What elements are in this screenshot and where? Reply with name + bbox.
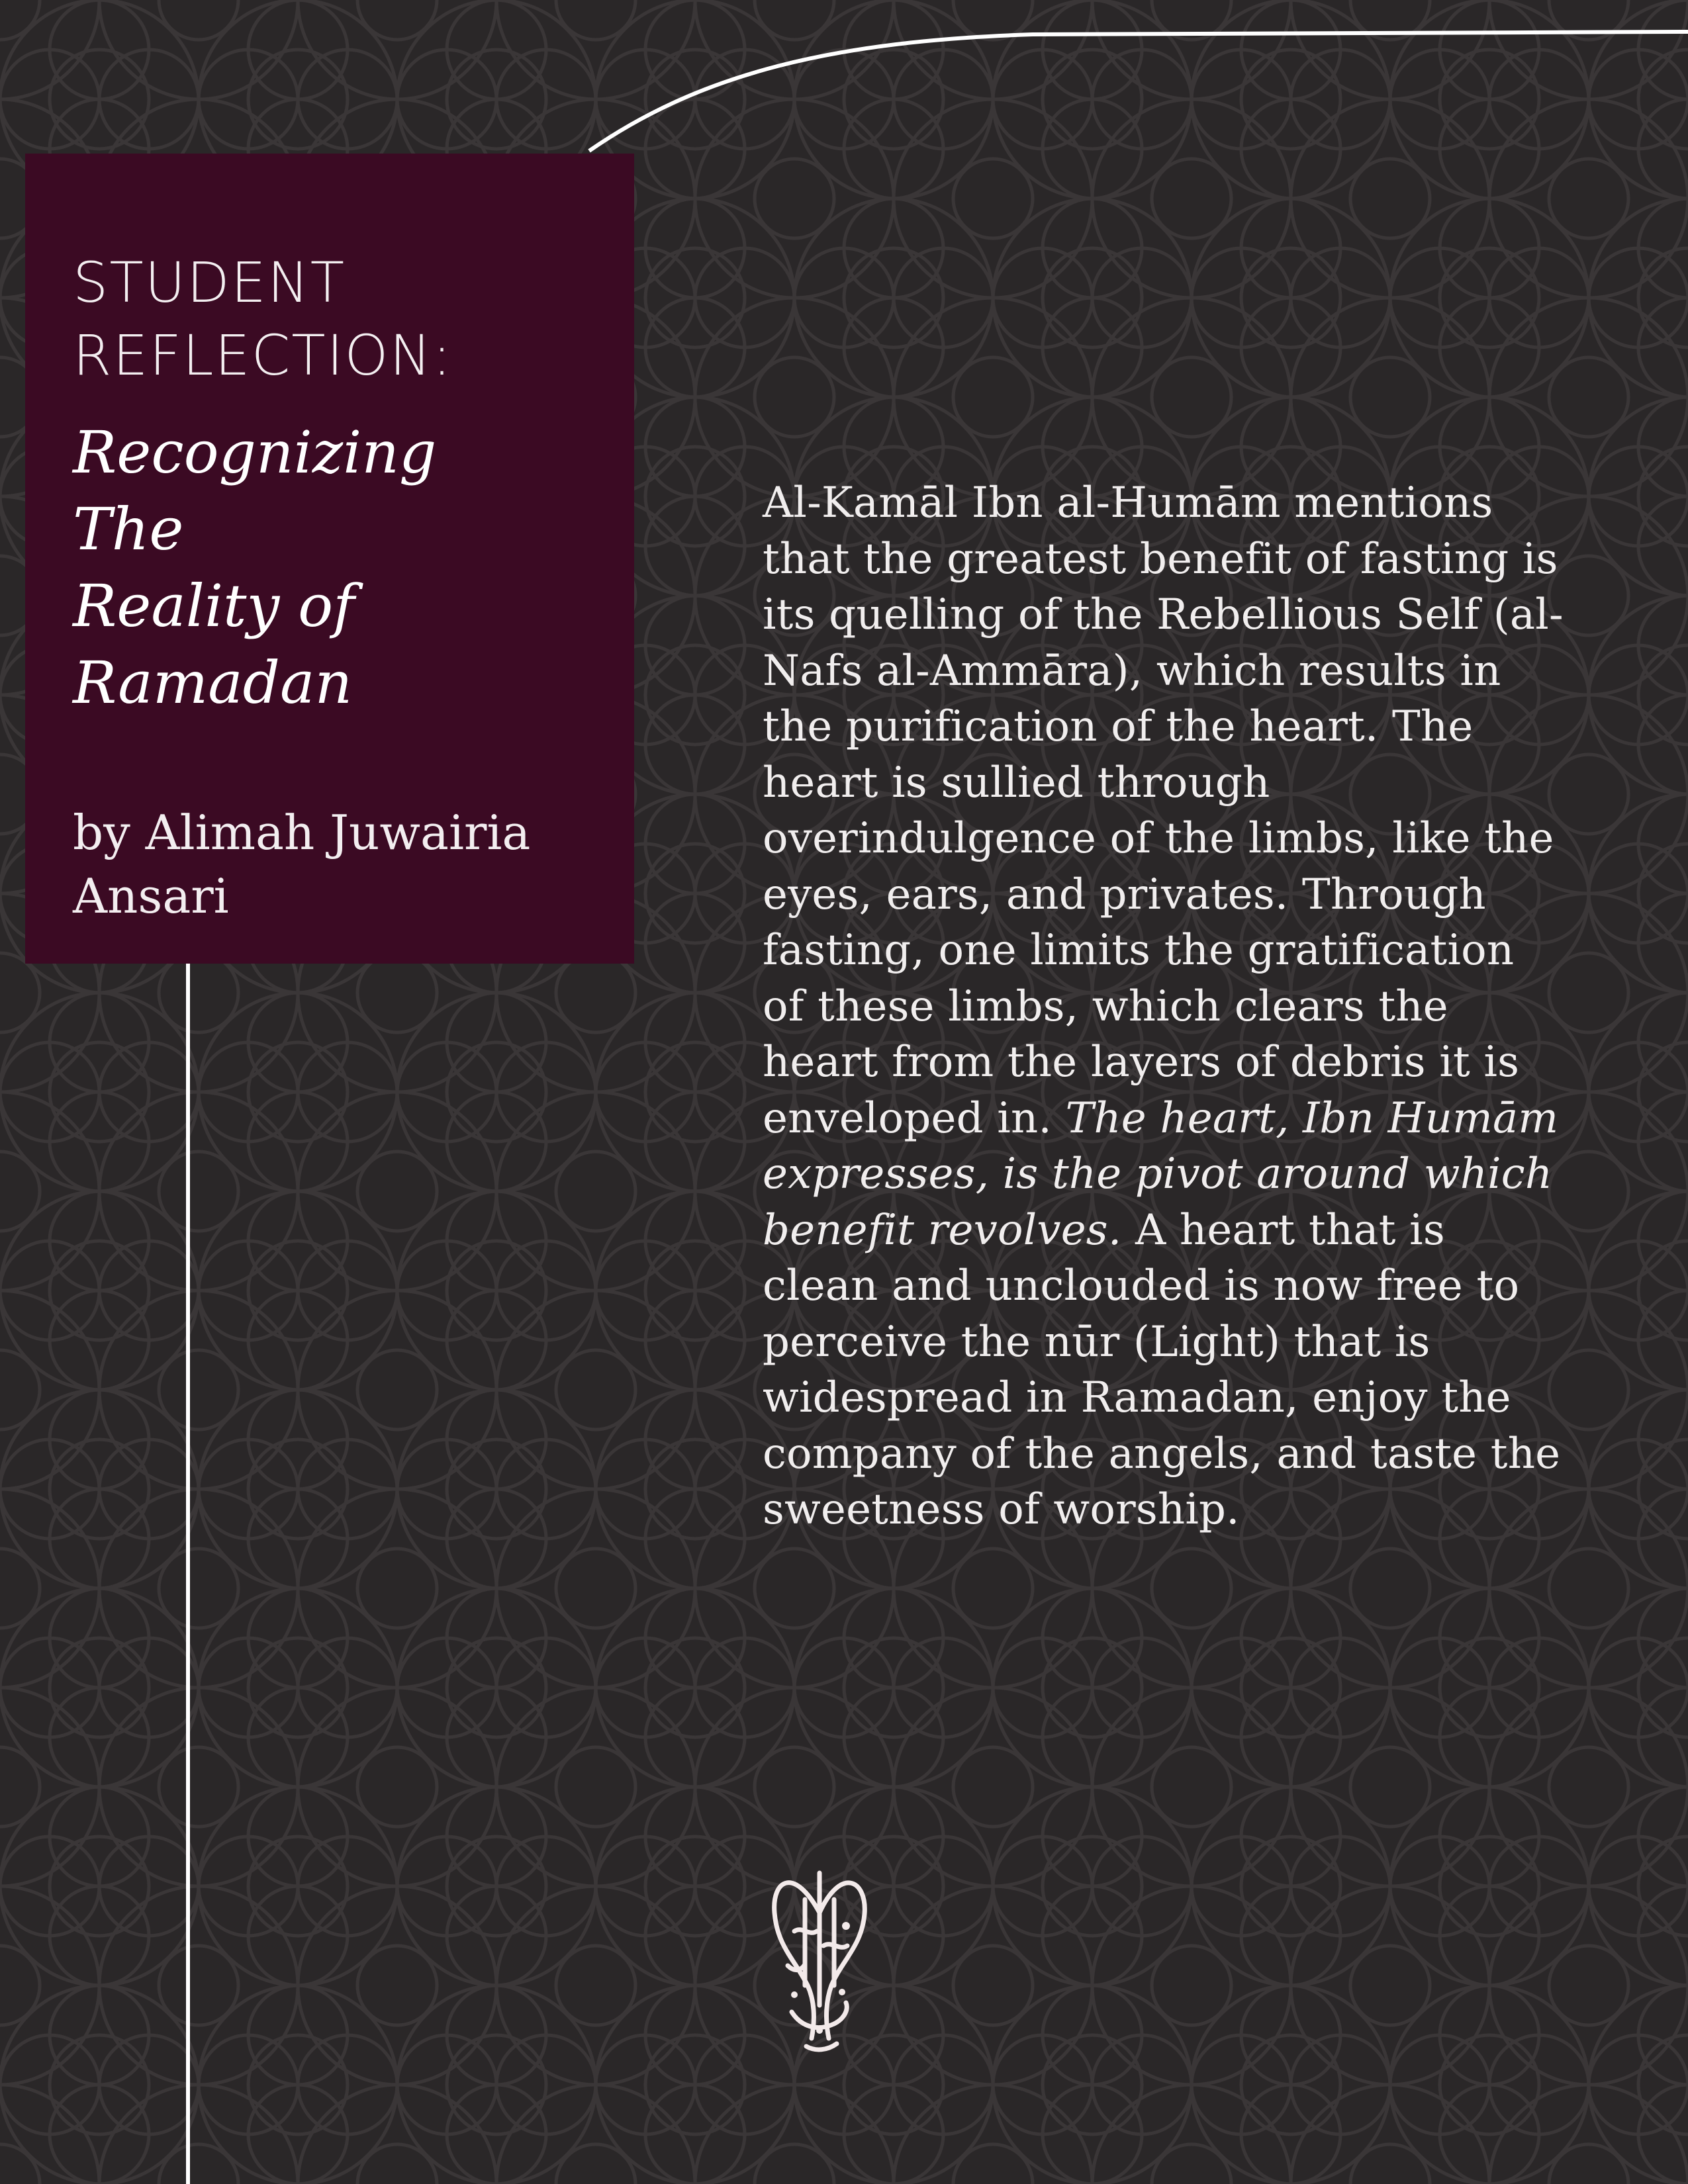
article-text-part1: Al-Kamāl Ibn al-Humām mentions that the greatest benefit of fasting is its quelling of the Rebellious Self (al-Nafs al-Ammāra), which results in the purification of the heart. The heart is sullied through overindulgence of the limbs, like the eyes, ears, and privates. Through fasting, one limits the gratification of these limbs, which clears the heart from the layers of debris it is enveloped in. <box>763 478 1564 1143</box>
article-title: Recognizing The Reality of Ramadan <box>73 418 437 717</box>
top-arc-line <box>589 32 1688 151</box>
section-kicker: STUDENT REFLECTION: <box>73 250 453 388</box>
article-italic-quote: The heart, Ibn Humām expresses, is the pivot around which benefit revolves. <box>763 1093 1559 1255</box>
calligraphy-emblem-icon <box>768 1853 870 2055</box>
author-byline: by Alimah Juwairia Ansari <box>73 805 531 924</box>
article-text-part2: A heart that is clean and unclouded is now free to perceive the nūr (Light) that is widespread in Ramadan, enjoy the company of the angels, and taste the sweetness of worship. <box>763 1205 1561 1534</box>
article-body <box>763 475 1564 1538</box>
title-box <box>25 154 634 964</box>
